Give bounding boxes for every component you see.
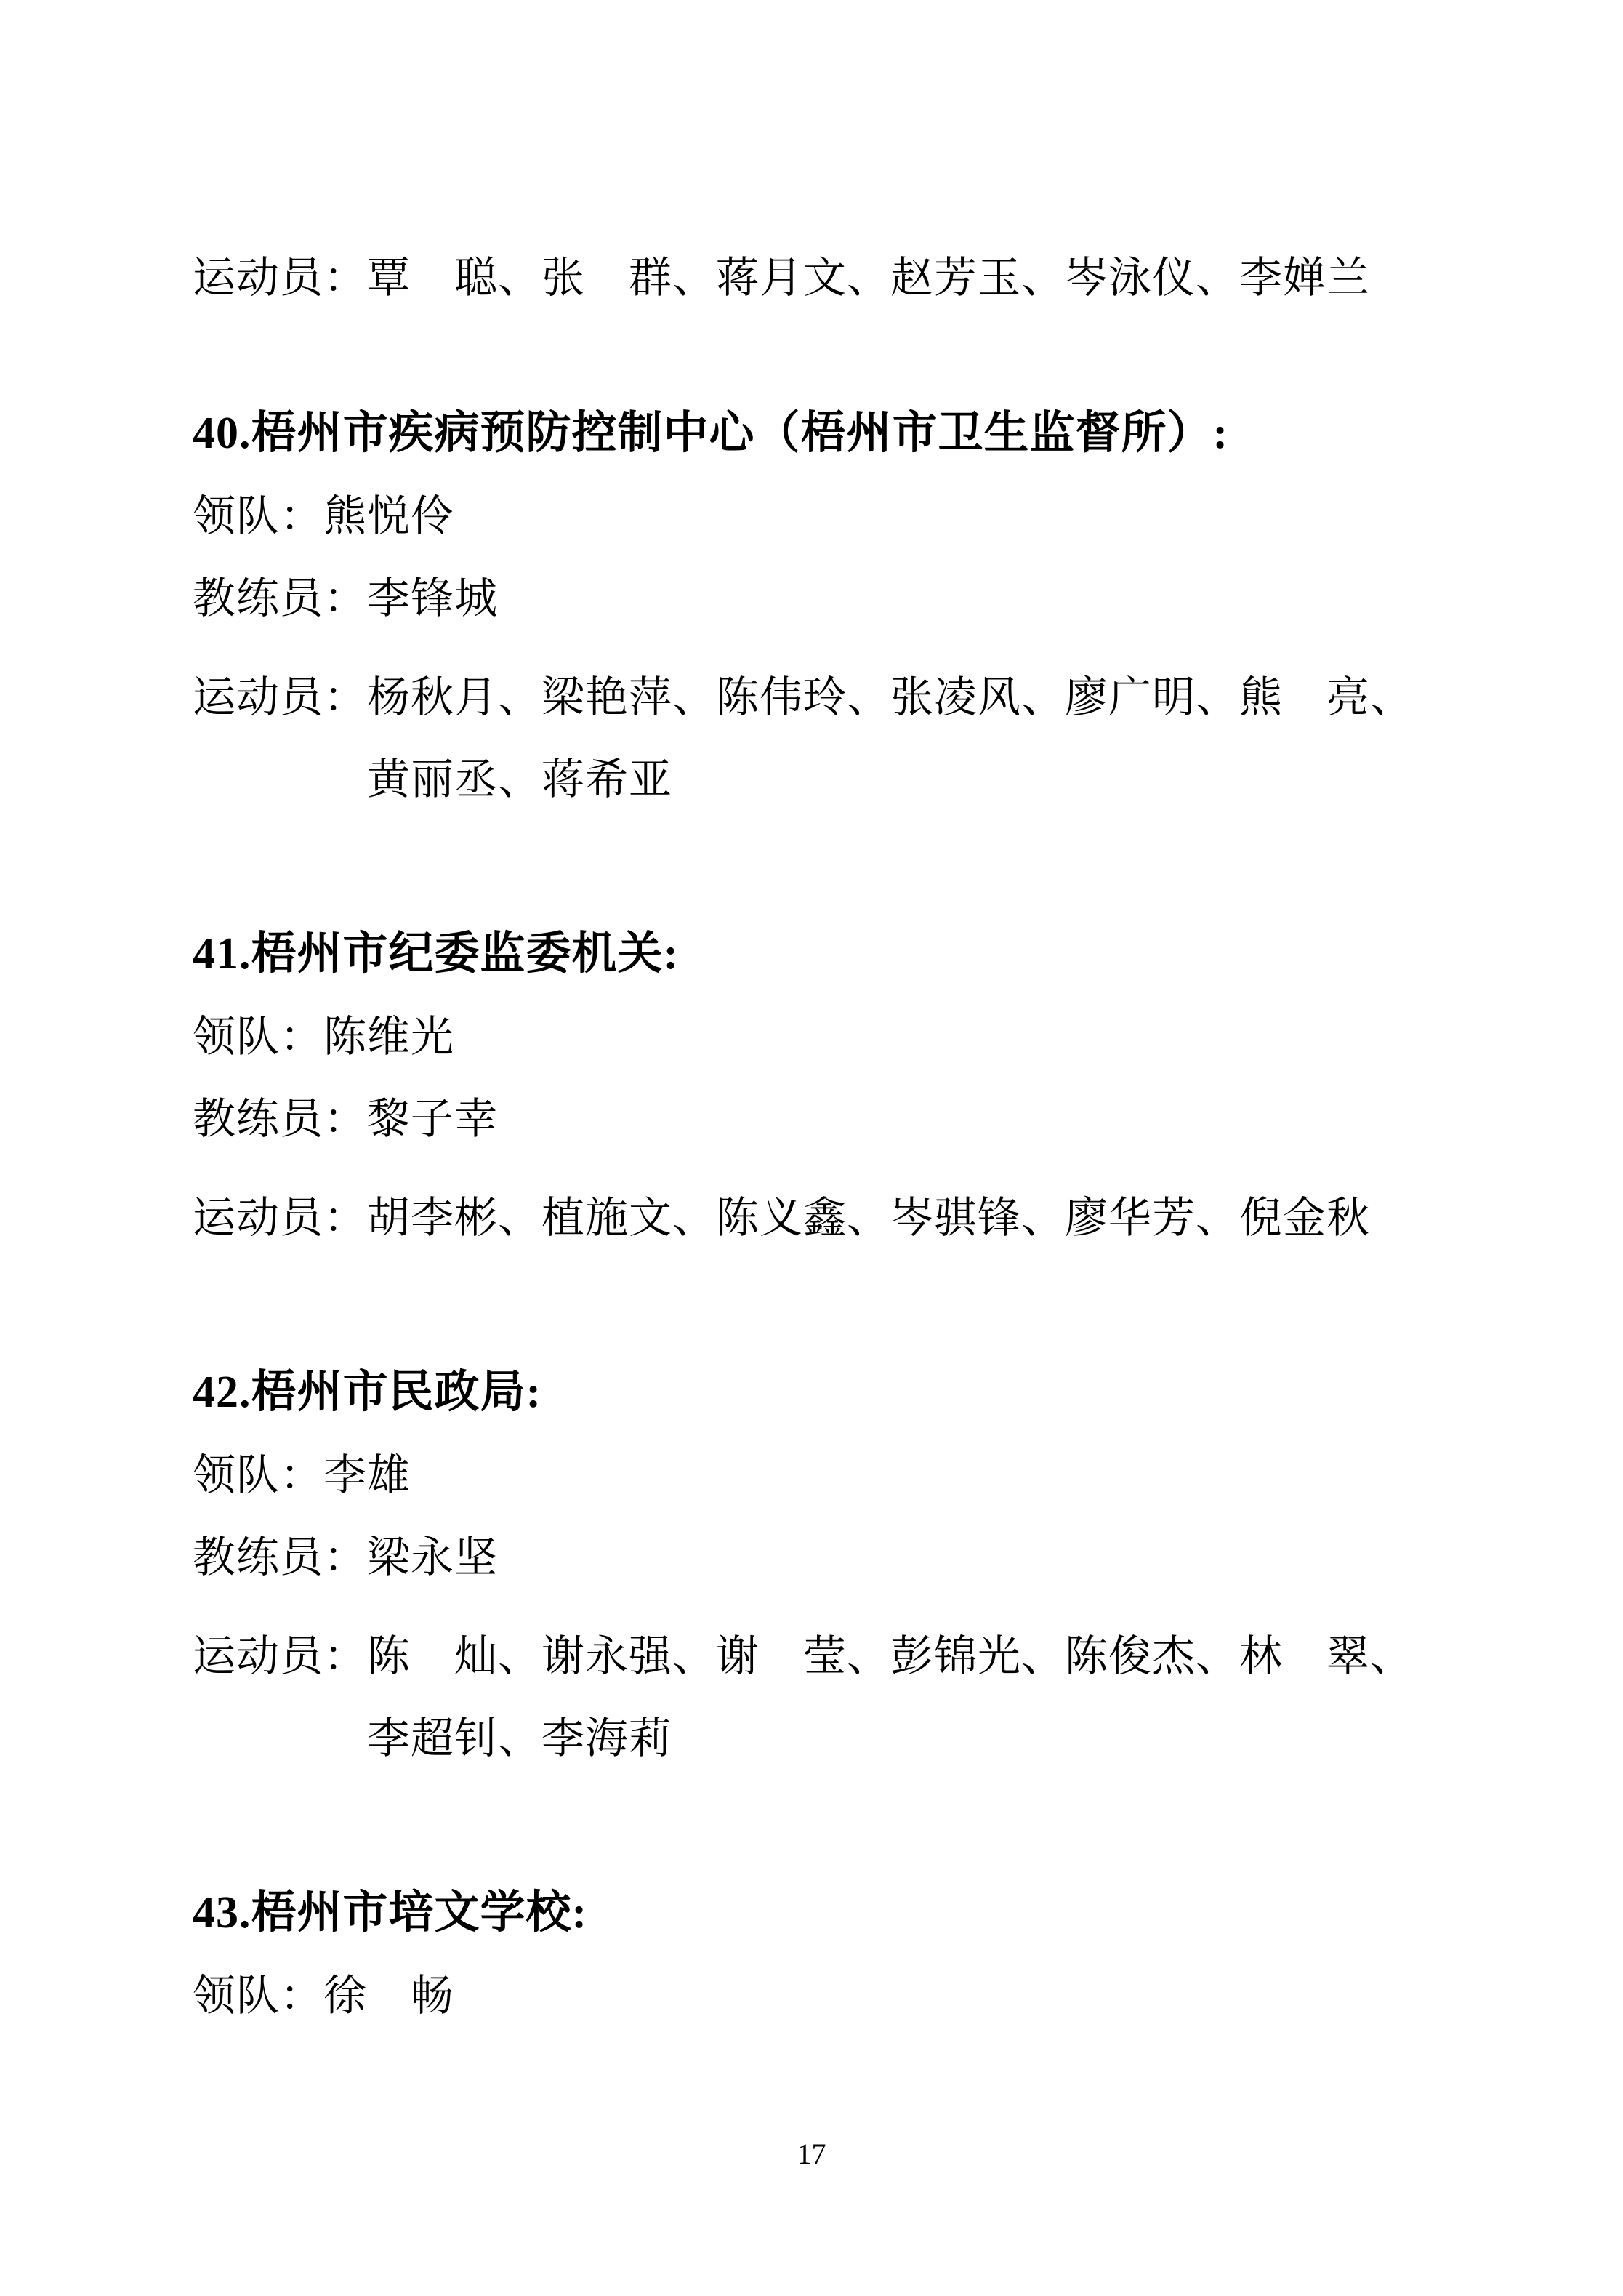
athletes-names: 覃 聪、张 群、蒋月文、赵芳玉、岑泳仪、李婵兰 <box>367 254 1371 302</box>
athletes-line <box>193 1196 1536 1240</box>
document-content <box>193 0 1536 2018</box>
coach-line <box>193 1533 1536 1581</box>
athletes-names: 黄丽丞、蒋希亚 <box>367 755 673 803</box>
athletes-names: 胡李彬、植施文、陈义鑫、岑骐锋、廖华芳、倪金秋 <box>367 1194 1371 1242</box>
section-heading-43: 43.梧州市培文学校: <box>193 1888 588 1938</box>
athletes-line <box>193 1634 1536 1678</box>
leader-name: 陈维光 <box>323 1013 455 1061</box>
athletes-label: 运动员： <box>193 1632 368 1680</box>
leader-line <box>193 494 1536 538</box>
leader-label: 领队： <box>193 1972 324 2020</box>
coach-label: 教练员： <box>193 1533 368 1581</box>
athletes-names: 李超钊、李海莉 <box>367 1714 673 1762</box>
coach-line <box>193 574 1536 622</box>
leader-line <box>193 1015 1536 1059</box>
leader-line <box>193 1974 1536 2018</box>
leader-label: 领队： <box>193 492 324 540</box>
athletes-label: 运动员： <box>193 254 368 302</box>
coach-label: 教练员： <box>193 1095 368 1143</box>
coach-label: 教练员： <box>193 574 368 622</box>
leader-name: 徐 畅 <box>323 1972 455 2020</box>
athletes-label: 运动员： <box>193 1194 368 1242</box>
athletes-line-continuation <box>193 755 1536 803</box>
section-heading-40: 40.梧州市疾病预防控制中心（梧州市卫生监督所）: <box>193 409 1229 458</box>
leader-label: 领队： <box>193 1013 324 1061</box>
coach-name: 梁永坚 <box>367 1533 499 1581</box>
athletes-names: 杨秋月、梁艳萍、陈伟玲、张凌风、廖广明、熊 亮、 <box>367 673 1414 721</box>
athletes-line-carryover <box>193 256 1536 300</box>
coach-name: 李锋城 <box>367 574 499 622</box>
athletes-label: 运动员： <box>193 673 368 721</box>
athletes-line-continuation <box>193 1714 1536 1762</box>
section-heading-41: 41.梧州市纪委监委机关: <box>193 929 680 979</box>
leader-name: 李雄 <box>323 1451 411 1499</box>
section-heading-42: 42.梧州市民政局: <box>193 1368 542 1417</box>
leader-line <box>193 1453 1536 1497</box>
athletes-names: 陈 灿、谢永强、谢 莹、彭锦光、陈俊杰、林 翠、 <box>367 1632 1414 1680</box>
coach-line <box>193 1097 1536 1141</box>
leader-label: 领队： <box>193 1451 324 1499</box>
coach-name: 黎子幸 <box>367 1095 499 1143</box>
leader-name: 熊悦伶 <box>323 492 455 540</box>
athletes-line <box>193 675 1536 719</box>
page-number: 17 <box>797 2138 826 2170</box>
